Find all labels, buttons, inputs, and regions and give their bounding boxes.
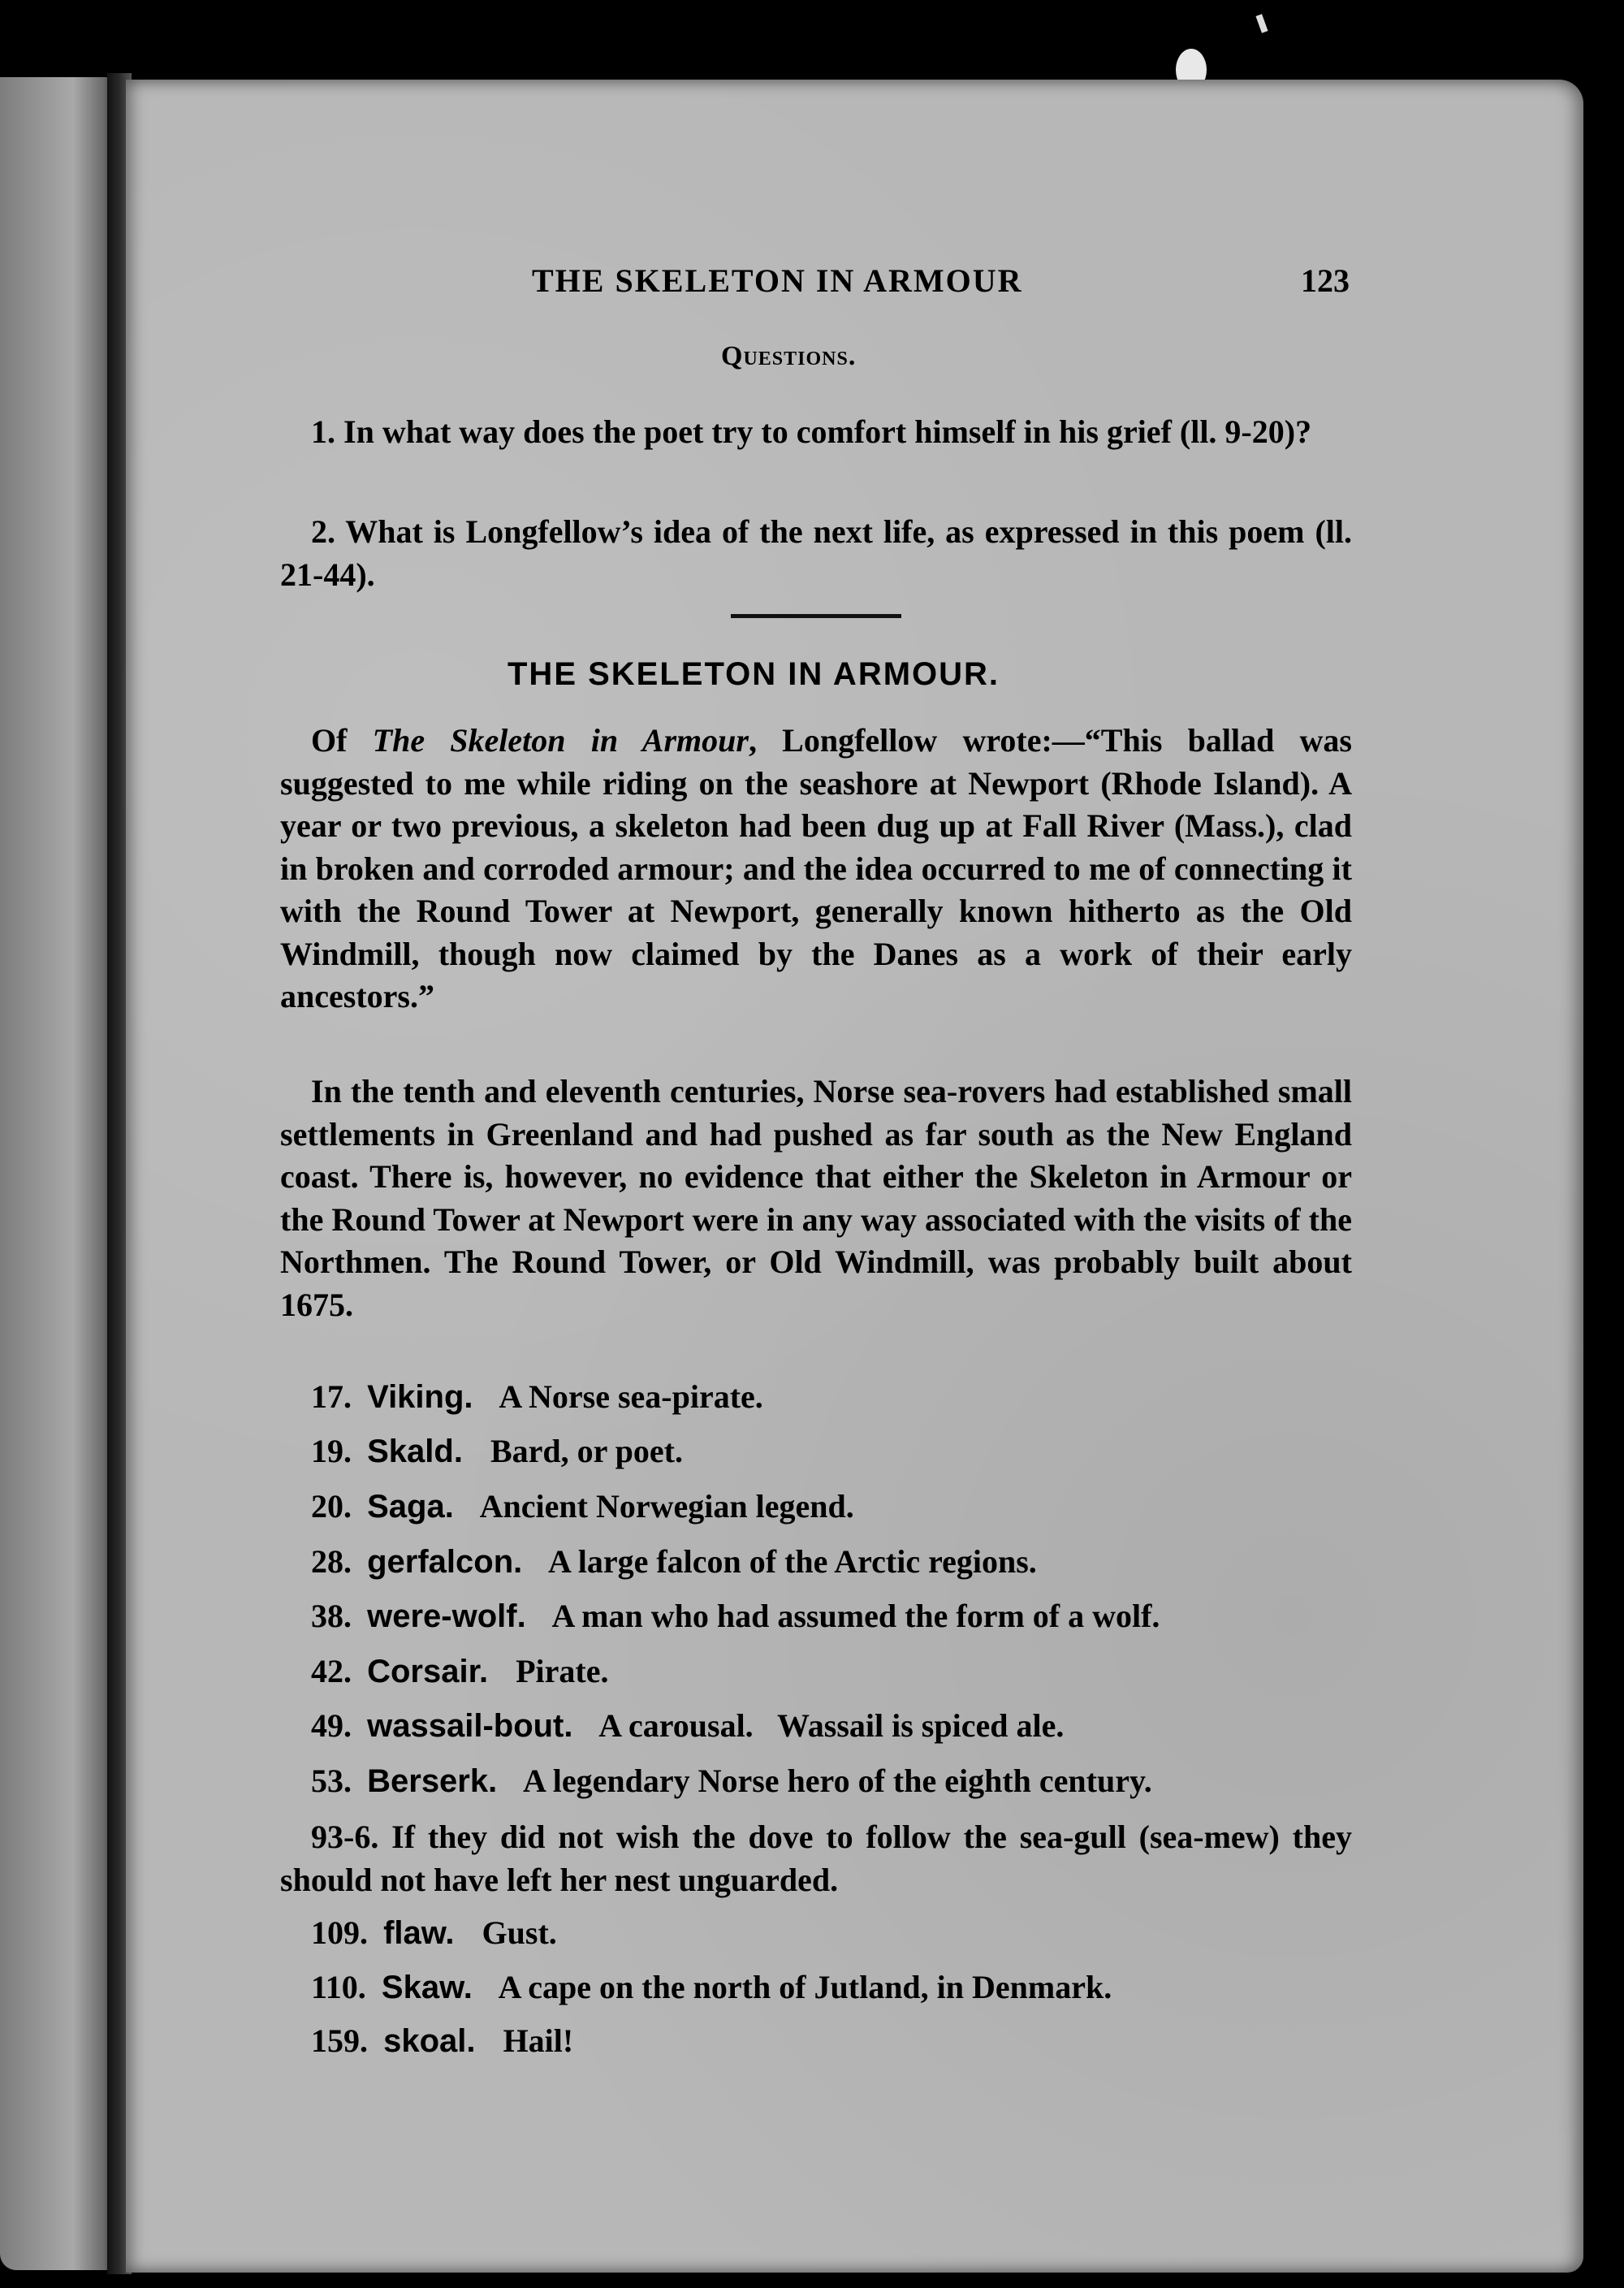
note-definition: A carousal. Wassail is spiced ale. [592,1707,1065,1744]
note-definition: Ancient Norwegian legend. [473,1488,854,1525]
note-term: gerfalcon. [358,1544,523,1580]
note-term: wassail-bout. [358,1708,573,1744]
note-term: Skaw. [372,1970,473,2005]
note-item [311,2021,573,2061]
section-divider [731,614,901,618]
history-paragraph: In the tenth and eleventh centuries, Norse sea-rovers had established small settlements in Greenland and had pushed as far south as the New England coast. There is, however, no evidence that either the Skeleton in Armour or the Round Tower at Newport were in any way associated with the visits of the Northmen. The Round Tower, or Old Windmill, was probably built about 1675. [280,1073,1352,1323]
note-term: flaw. [374,1915,455,1951]
question-2: 2. What is Longfellow’s idea of the next life, as expressed in this poem (ll. 21-44). [280,513,1352,593]
note-term: were-wolf. [358,1598,526,1634]
note-term: Berserk. [358,1763,498,1799]
note-definition: A large falcon of the Arctic regions. [542,1543,1037,1580]
note-item [311,1913,557,1953]
note-line-number: 53. [311,1762,352,1799]
note-line-number: 17. [311,1378,352,1415]
note-line-number: 49. [311,1707,352,1744]
facing-page-edge [0,77,122,2270]
note-term: Corsair. [358,1654,489,1689]
note-line-number: 93-6. [311,1819,379,1855]
note-line-number: 42. [311,1653,352,1689]
note-definition: Bard, or poet. [482,1433,683,1469]
note-item [311,1596,1160,1637]
note-item [311,1967,1112,2008]
note-line-number: 159. [311,2022,368,2059]
poem-title-italic: The Skeleton in Armour [372,722,749,759]
questions-heading: Questions. [721,341,857,371]
note-definition: A man who had assumed the form of a wolf. [545,1598,1160,1634]
note-line-number: 20. [311,1488,352,1525]
running-title: THE SKELETON IN ARMOUR [532,262,1023,299]
note-definition: If they did not wish the dove to follow the sea-gull (sea-mew) they should not have left her nest unguarded. [280,1819,1360,1898]
note-line-number: 110. [311,1969,366,2005]
note-definition: Hail! [495,2022,574,2059]
note-item [311,1431,683,1472]
note-definition: A legendary Norse hero of the eighth century. [516,1762,1152,1799]
intro-paragraph [280,720,1352,1019]
note-line-number: 28. [311,1543,352,1580]
page-number: 123 [1301,262,1350,299]
note-item [311,1486,854,1527]
note-definition: A Norse sea-pirate. [492,1378,763,1415]
intro-prefix: Of [311,722,373,759]
note-item [311,1377,763,1417]
intro-quote: , Longfellow wrote:—“This ballad was suggested to me while riding on the seashore at Newport (Rhode Island). A year or two previous, a skeleton had been dug up at Fall River (Mass.), clad in broken and corroded armour; and the idea occurred to me of connecting it with the Round Tower at Newport, generally known hitherto as the Old Windmill, though now claimed by the Danes as a work of their early ancestors.” [280,722,1352,1014]
note-item [311,1706,1064,1746]
note-definition: Pirate. [508,1653,609,1689]
note-term: Skald. [358,1434,463,1469]
note-item [311,1651,608,1692]
note-term: Viking. [358,1379,473,1415]
note-item [311,1761,1152,1801]
section-title: THE SKELETON IN ARMOUR. [508,656,1000,692]
note-line-number: 19. [311,1433,352,1469]
note-term: Saga. [358,1489,454,1525]
note-term: skoal. [374,2023,476,2059]
note-line-number: 38. [311,1598,352,1634]
note-item [311,1542,1037,1582]
note-definition: Gust. [473,1914,557,1951]
note-definition: A cape on the north of Jutland, in Denmark. [491,1969,1112,2005]
question-1: 1. In what way does the poet try to comfort himself in his grief (ll. 9-20)? [311,413,1312,450]
note-line-number: 109. [311,1914,368,1951]
scan-artifact-mark [1255,14,1268,32]
note-item [280,1815,1360,1901]
